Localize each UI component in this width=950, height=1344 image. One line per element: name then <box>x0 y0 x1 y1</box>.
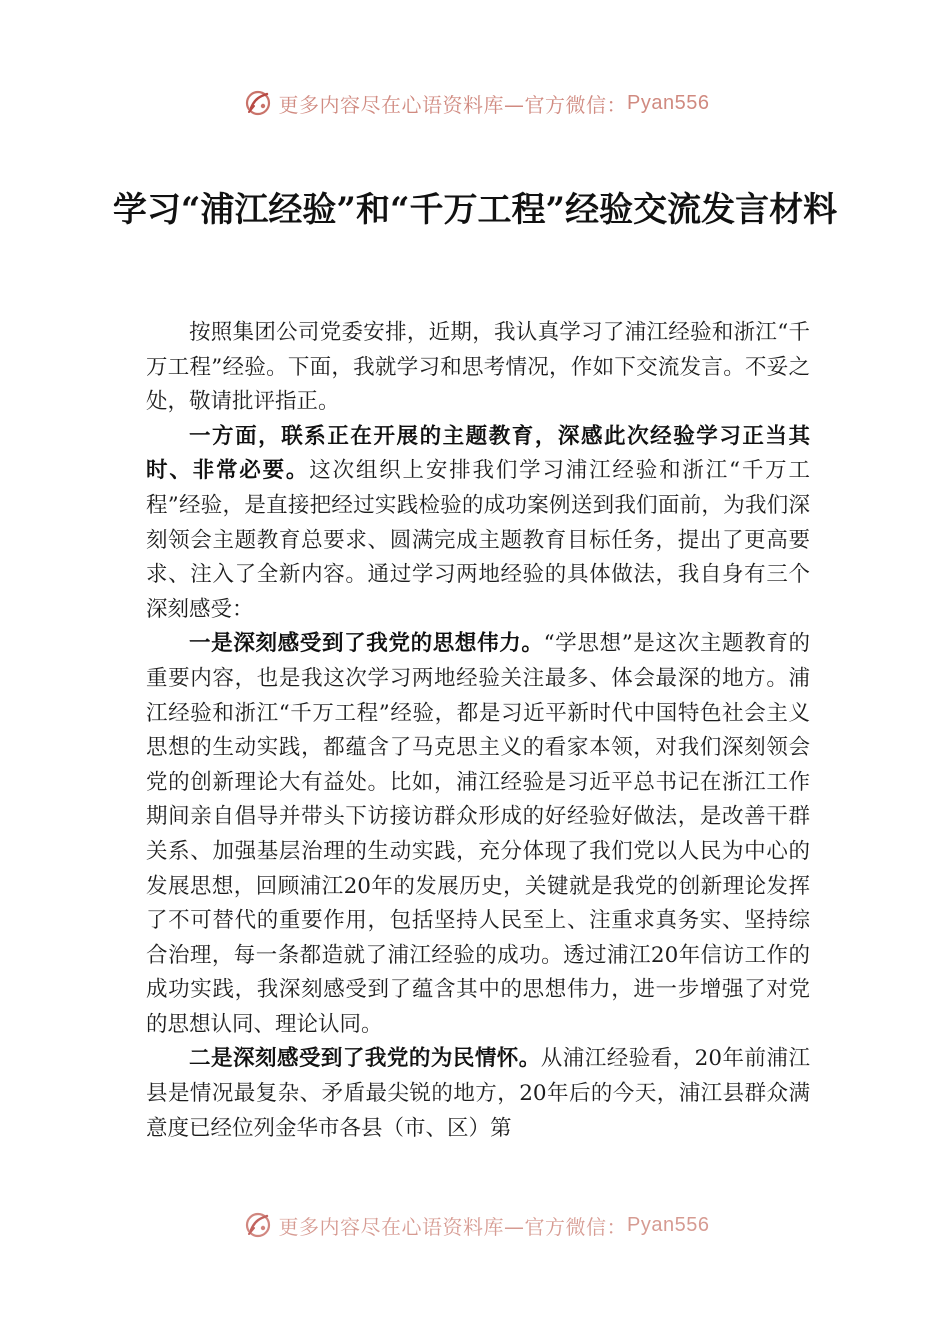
paragraph-lead: 二是深刻感受到了我党的为民情怀。 <box>189 1046 541 1072</box>
paragraph-text: 从浦江经验看，20年前浦江县是情况最复杂、矛盾最尖锐的地方，20年后的今天，浦江县群众满意度已经位列金华市各县（市、区）第 <box>146 1046 810 1141</box>
paragraph-point-one <box>146 627 810 1042</box>
watermark-text: 更多内容尽在心语资料库—官方微信： <box>278 1214 628 1239</box>
watermark-handle: Pyan556 <box>627 91 710 114</box>
paragraph-point-two <box>146 1042 810 1146</box>
document-body <box>146 316 810 1146</box>
brand-logo-icon <box>241 1208 275 1242</box>
watermark-footer <box>0 1208 950 1242</box>
brand-logo-icon <box>241 86 275 120</box>
paragraph-text: “学思想”是这次主题教育的重要内容，也是我这次学习两地经验关注最多、体会最深的地方。浦江经验和浙江“千万工程”经验，都是习近平新时代中国特色社会主义思想的生动实践，都蕴含了马克思主义的看家本领，对我们深刻领会党的创新理论大有益处。比如，浦江经验是习近平总书记在浙江工作期间亲自倡导并带头下访接访群众形成的好经验好做法，是改善干群关系、加强基层治理的生动实践，充分体现了我们党以人民为中心的发展思想，回顾浦江20年的发展历史，关键就是我党的创新理论发挥了不可替代的重要作用，包括坚持人民至上、注重求真务实、坚持综合治理，每一条都造就了浦江经验的成功。透过浦江20年信访工作的成功实践，我深刻感受到了蕴含其中的思想伟力，进一步增强了对党的思想认同、理论认同。 <box>146 631 810 1037</box>
watermark-text: 更多内容尽在心语资料库—官方微信： <box>278 92 628 117</box>
paragraph-text: 这次组织上安排我们学习浦江经验和浙江“千万工程”经验，是直接把经过实践检验的成功案例送到我们面前，为我们深刻领会主题教育总要求、圆满完成主题教育目标任务，提出了更高要求、注入了全新内容。通过学习两地经验的具体做法，我自身有三个深刻感受： <box>146 458 810 622</box>
paragraph-intro <box>146 316 810 420</box>
paragraph-lead: 一方面，联系正在开展的主题教育，深感此次经验学习正当其时、非常必要。 <box>146 423 810 484</box>
page-title: 学习“浦江经验”和“千万工程”经验交流发言材料 <box>112 190 838 230</box>
paragraph-lead: 一是深刻感受到了我党的思想伟力。 <box>189 631 544 657</box>
paragraph-text: 按照集团公司党委安排，近期，我认真学习了浦江经验和浙江“千万工程”经验。下面，我就学习和思考情况，作如下交流发言。不妥之处，敬请批评指正。 <box>146 320 810 415</box>
paragraph-aspect-one <box>146 420 810 628</box>
watermark-header <box>0 86 950 120</box>
watermark-handle: Pyan556 <box>627 1213 710 1236</box>
